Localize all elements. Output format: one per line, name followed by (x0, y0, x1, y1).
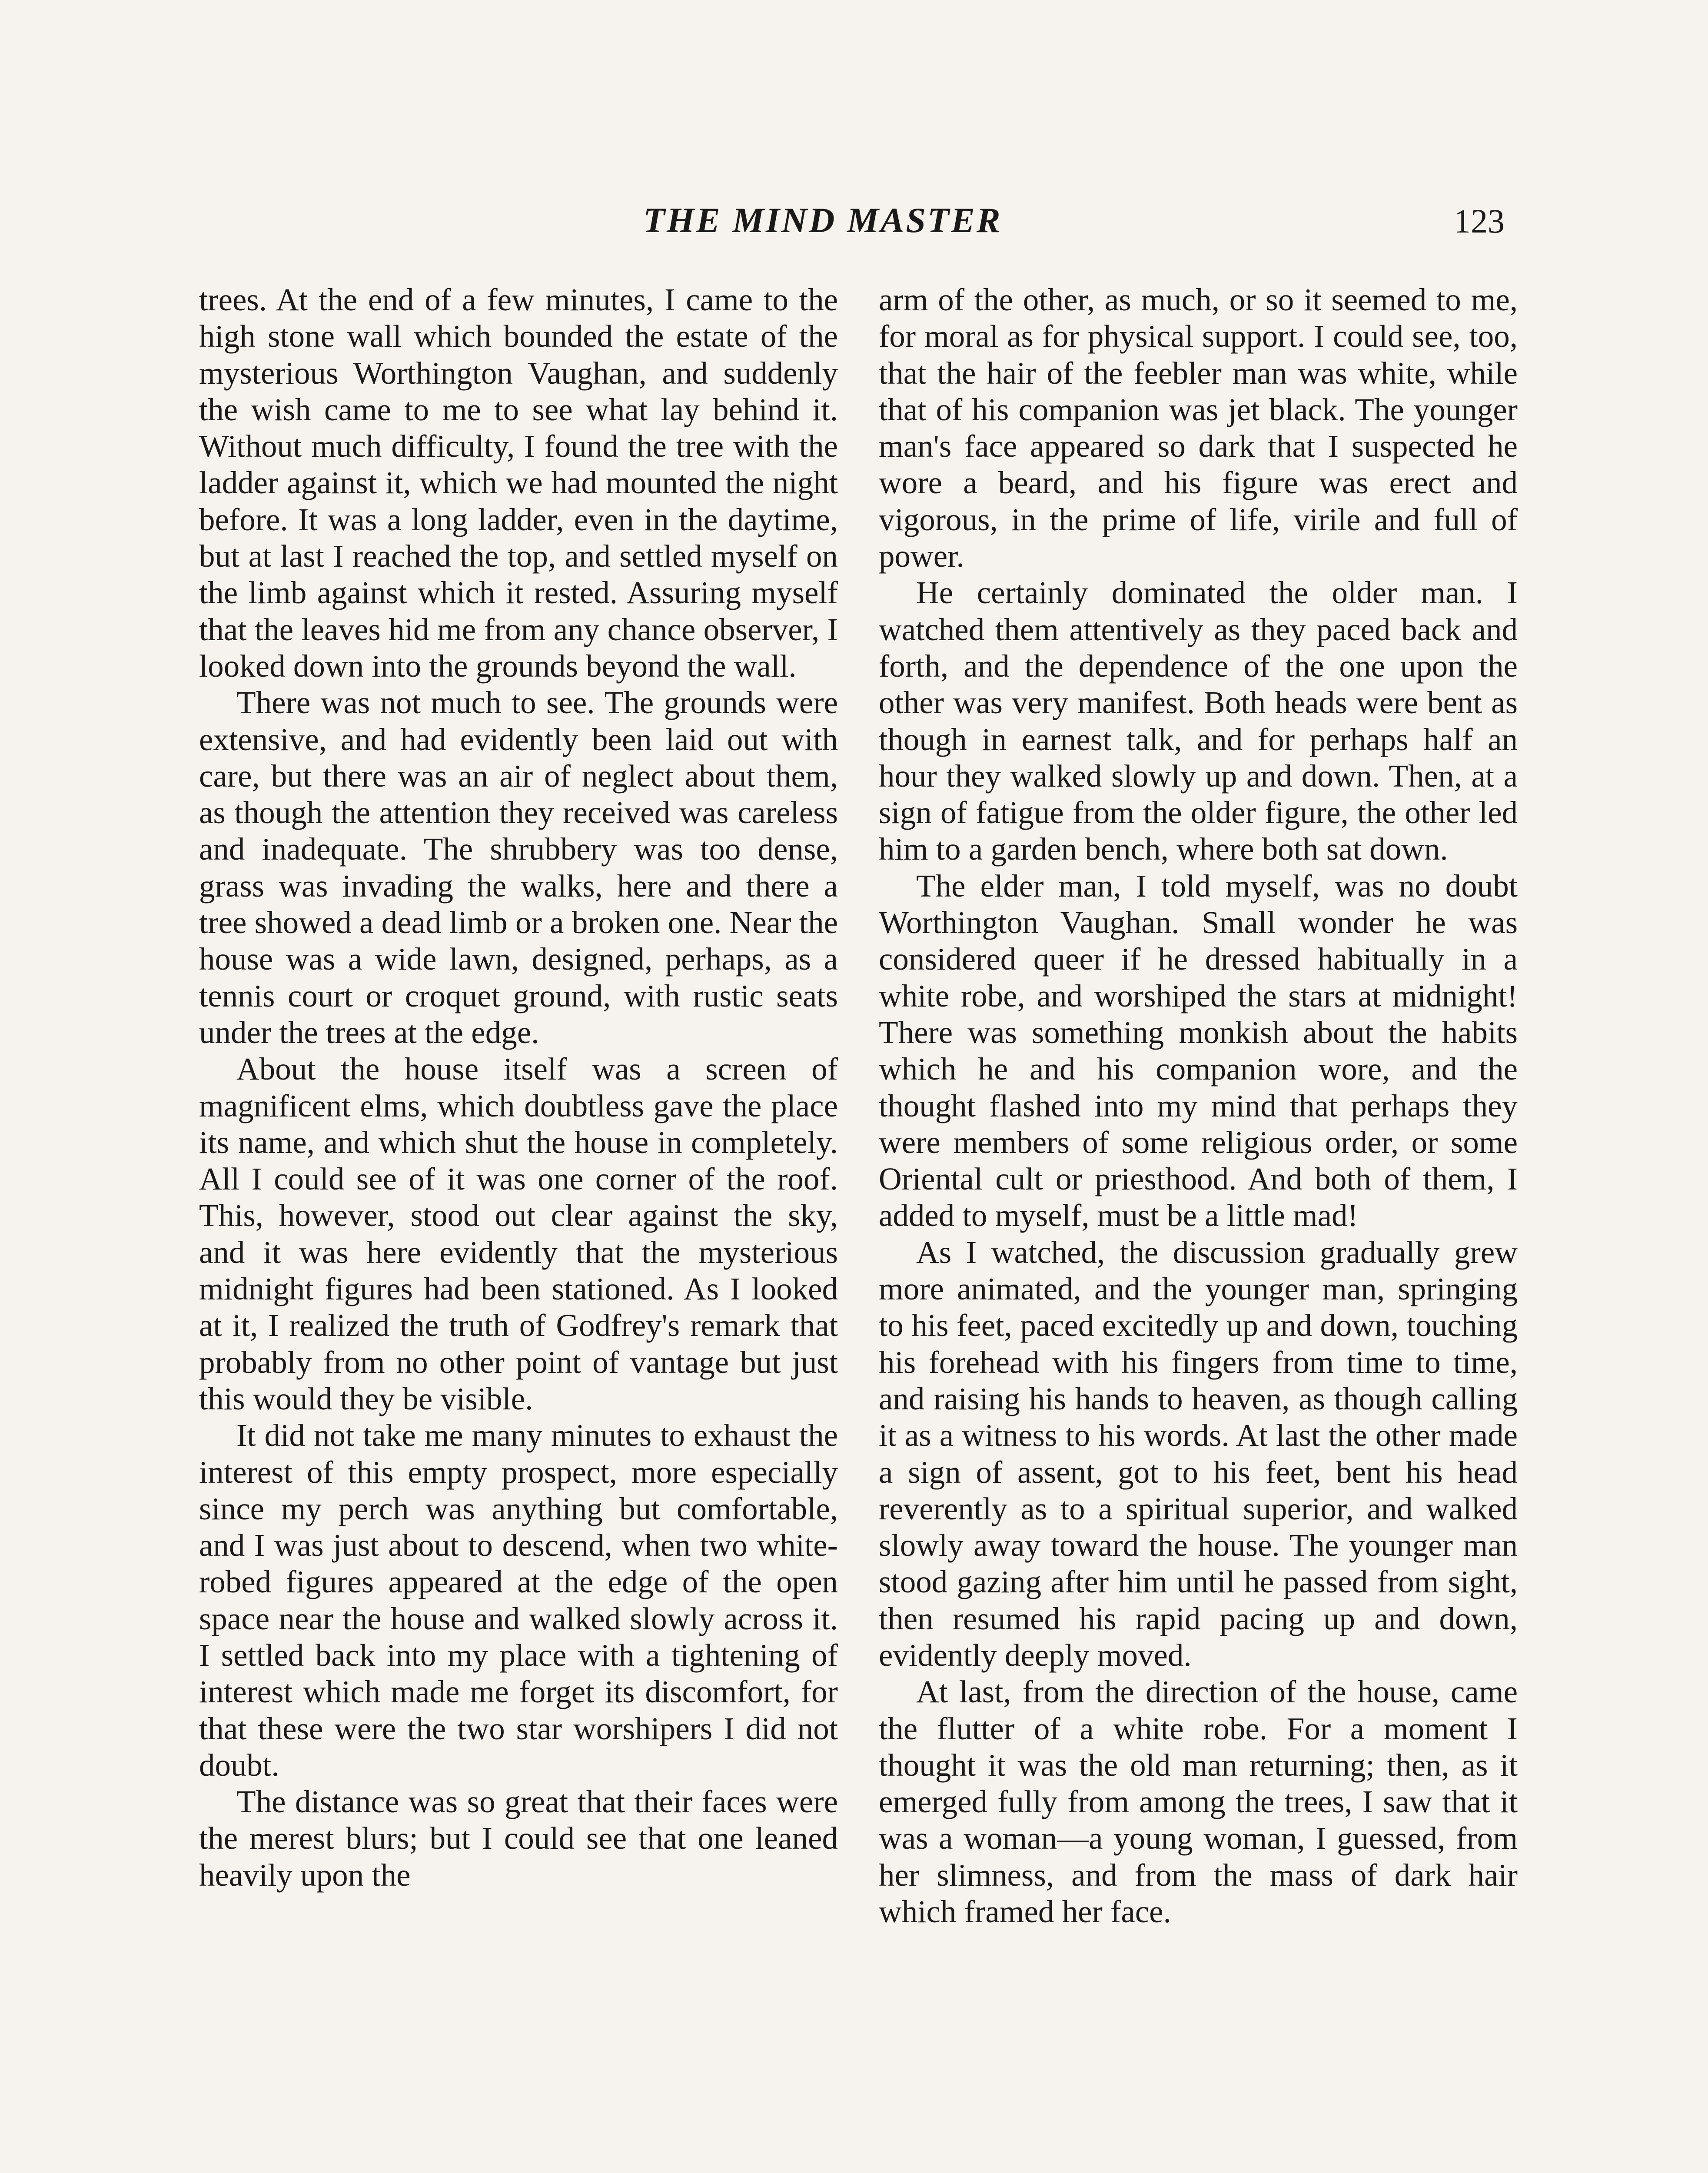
paragraph: trees. At the end of a few minutes, I came to the high stone wall which bounded the estate of the mysterious Worthington Vaughan, and suddenly the wish came to me to see what lay behind it. Without much difficulty, I found the tree with the ladder against it, which we had mounted the night before. It was a long ladder, even in the daytime, but at last I reached the top, and settled myself on the limb against which it rested. Assuring myself that the leaves hid me from any chance observer, I looked down into the grounds beyond the wall. (199, 282, 838, 684)
paragraph: He certainly dominated the older man. I watched them attentively as they paced back and forth, and the dependence of the one upon the other was very manifest. Both heads were bent as though in earnest talk, and for perhaps half an hour they walked slowly up and down. Then, at a sign of fatigue from the older figure, the other led him to a garden bench, where both sat down. (879, 575, 1518, 867)
paragraph: The distance was so great that their faces were the merest blurs; but I could see that one leaned heavily upon the (199, 1784, 838, 1893)
paragraph: arm of the other, as much, or so it seemed to me, for moral as for physical support. I could see, too, that the hair of the feebler man was white, while that of his companion was jet black. The younger man's face appeared so dark that I suspected he wore a beard, and his figure was erect and vigorous, in the prime of life, virile and full of power. (879, 282, 1518, 574)
paragraph: There was not much to see. The grounds were extensive, and had evidently been laid out with care, but there was an air of neglect about them, as though the attention they received was careless and inadequate. The shrubbery was too dense, grass was invading the walks, here and there a tree showed a dead limb or a broken one. Near the house was a wide lawn, designed, perhaps, as a tennis court or croquet ground, with rustic seats under the trees at the edge. (199, 685, 838, 1050)
paragraph: About the house itself was a screen of magnificent elms, which doubtless gave the place its name, and which shut the house in completely. All I could see of it was one corner of the roof. This, however, stood out clear against the sky, and it was here evidently that the mysterious midnight figures had been stationed. As I looked at it, I realized the truth of Godfrey's remark that probably from no other point of vantage but just this would they be visible. (199, 1051, 838, 1416)
running-title: THE MIND MASTER (643, 200, 1002, 240)
running-header (0, 200, 1708, 252)
paragraph: At last, from the direction of the house, came the flutter of a white robe. For a moment I thought it was the old man returning; then, as it emerged fully from among the trees, I saw that it was a woman—a young woman, I guessed, from her slimness, and from the mass of dark hair which framed her face. (879, 1674, 1518, 1930)
left-column (199, 282, 838, 1894)
right-column (879, 282, 1518, 1930)
paragraph: The elder man, I told myself, was no doubt Worthington Vaughan. Small wonder he was considered queer if he dressed habitually in a white robe, and worshiped the stars at midnight! There was something monkish about the habits which he and his companion wore, and the thought flashed into my mind that perhaps they were members of some religious order, or some Oriental cult or priesthood. And both of them, I added to myself, must be a little mad! (879, 868, 1518, 1233)
paragraph: As I watched, the discussion gradually grew more animated, and the younger man, springing to his feet, paced excitedly up and down, touching his forehead with his fingers from time to time, and raising his hands to heaven, as though calling it as a witness to his words. At last the other made a sign of assent, got to his feet, bent his head reverently as to a spiritual superior, and walked slowly away toward the house. The younger man stood gazing after him until he passed from sight, then resumed his rapid pacing up and down, evidently deeply moved. (879, 1234, 1518, 1673)
paragraph: It did not take me many minutes to exhaust the interest of this empty prospect, more especially since my perch was anything but comfortable, and I was just about to descend, when two white-robed figures appeared at the edge of the open space near the house and walked slowly across it. I settled back into my place with a tightening of interest which made me forget its discomfort, for that these were the two star worshipers I did not doubt. (199, 1418, 838, 1783)
page-number: 123 (1454, 202, 1505, 240)
